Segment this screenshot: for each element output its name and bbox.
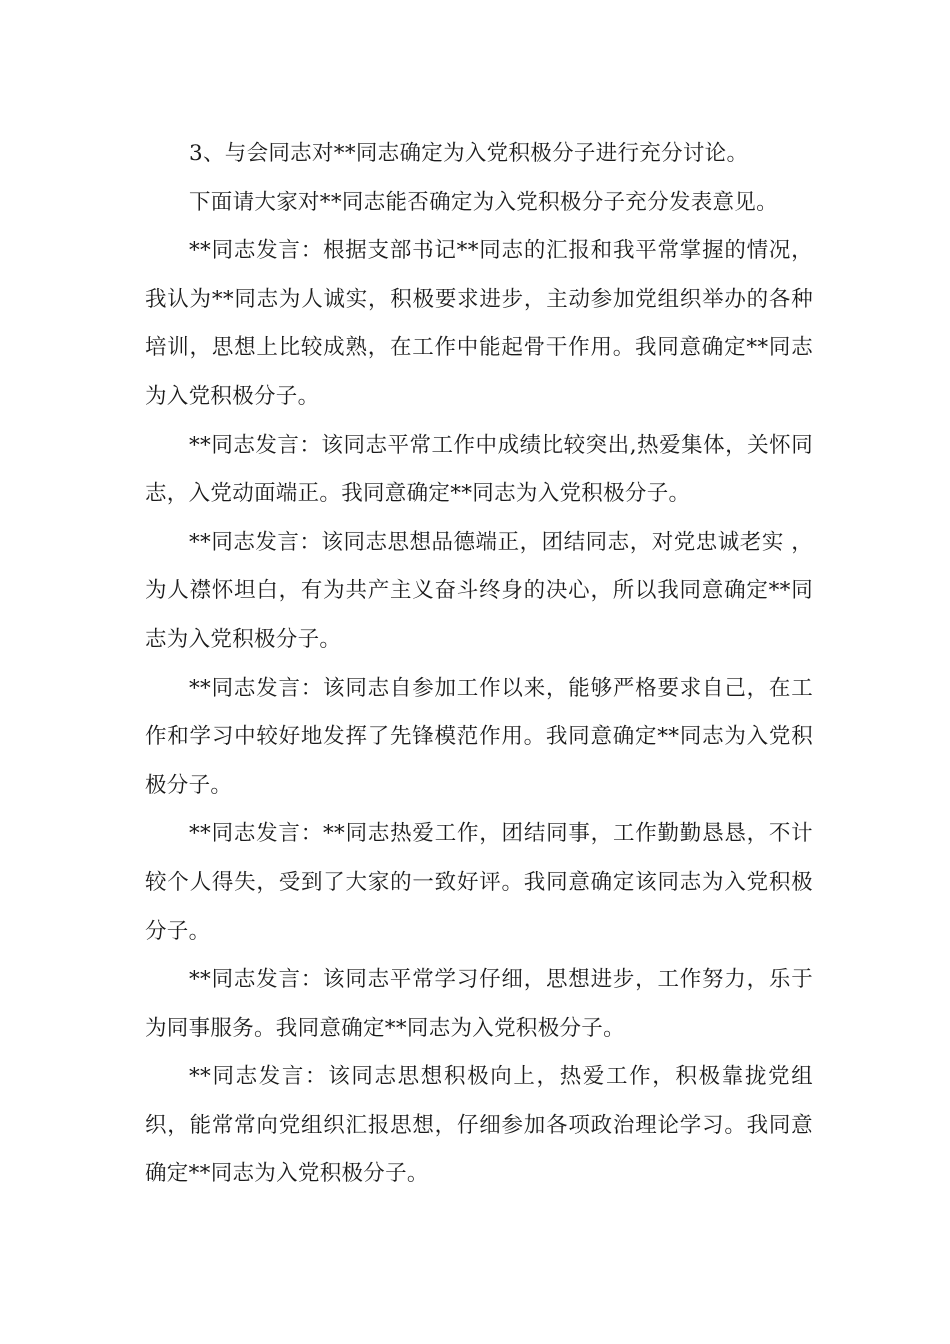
paragraph-speech-7: **同志发言：该同志思想积极向上，热爱工作，积极靠拢党组织，能常常向党组织汇报思想，仔细参加各项政治理论学习。我同意确定**同志为入党积极分子。	[145, 1064, 813, 1187]
paragraph-invite-opinions: 下面请大家对**同志能否确定为入党积极分子充分发表意见。	[189, 189, 778, 215]
paragraph-speech-1: **同志发言：根据支部书记**同志的汇报和我平常掌握的情况，我认为**同志为人诚实，积极要求进步，主动参加党组织举办的各种培训，思想上比较成熟，在工作中能起骨干作用。我同意确定**同志为入党积极分子。	[145, 238, 813, 409]
paragraph-speech-5: **同志发言：**同志热爱工作，团结同事，工作勤勤恳恳，不计较个人得失，受到了大家的一致好评。我同意确定该同志为入党积极分子。	[145, 821, 813, 944]
paragraph-speech-6: **同志发言：该同志平常学习仔细，思想进步，工作努力，乐于为同事服务。我同意确定**同志为入党积极分子。	[145, 967, 813, 1041]
paragraph-speech-3: **同志发言：该同志思想品德端正，团结同志，对党忠诚老实 ，为人襟怀坦白，有为共产主义奋斗终身的决心，所以我同意确定**同志为入党积极分子。	[145, 529, 813, 652]
paragraph-speech-2: **同志发言：该同志平常工作中成绩比较突出,热爱集体，关怀同志，入党动面端正。我同意确定**同志为入党积极分子。	[145, 432, 813, 507]
paragraph-discussion-intro: 3、与会同志对**同志确定为入党积极分子进行充分讨论。	[189, 141, 749, 166]
document-body	[145, 130, 813, 1199]
paragraph-speech-4: **同志发言：该同志自参加工作以来，能够严格要求自己，在工作和学习中较好地发挥了先锋模范作用。我同意确定**同志为入党积极分子。	[145, 675, 813, 798]
